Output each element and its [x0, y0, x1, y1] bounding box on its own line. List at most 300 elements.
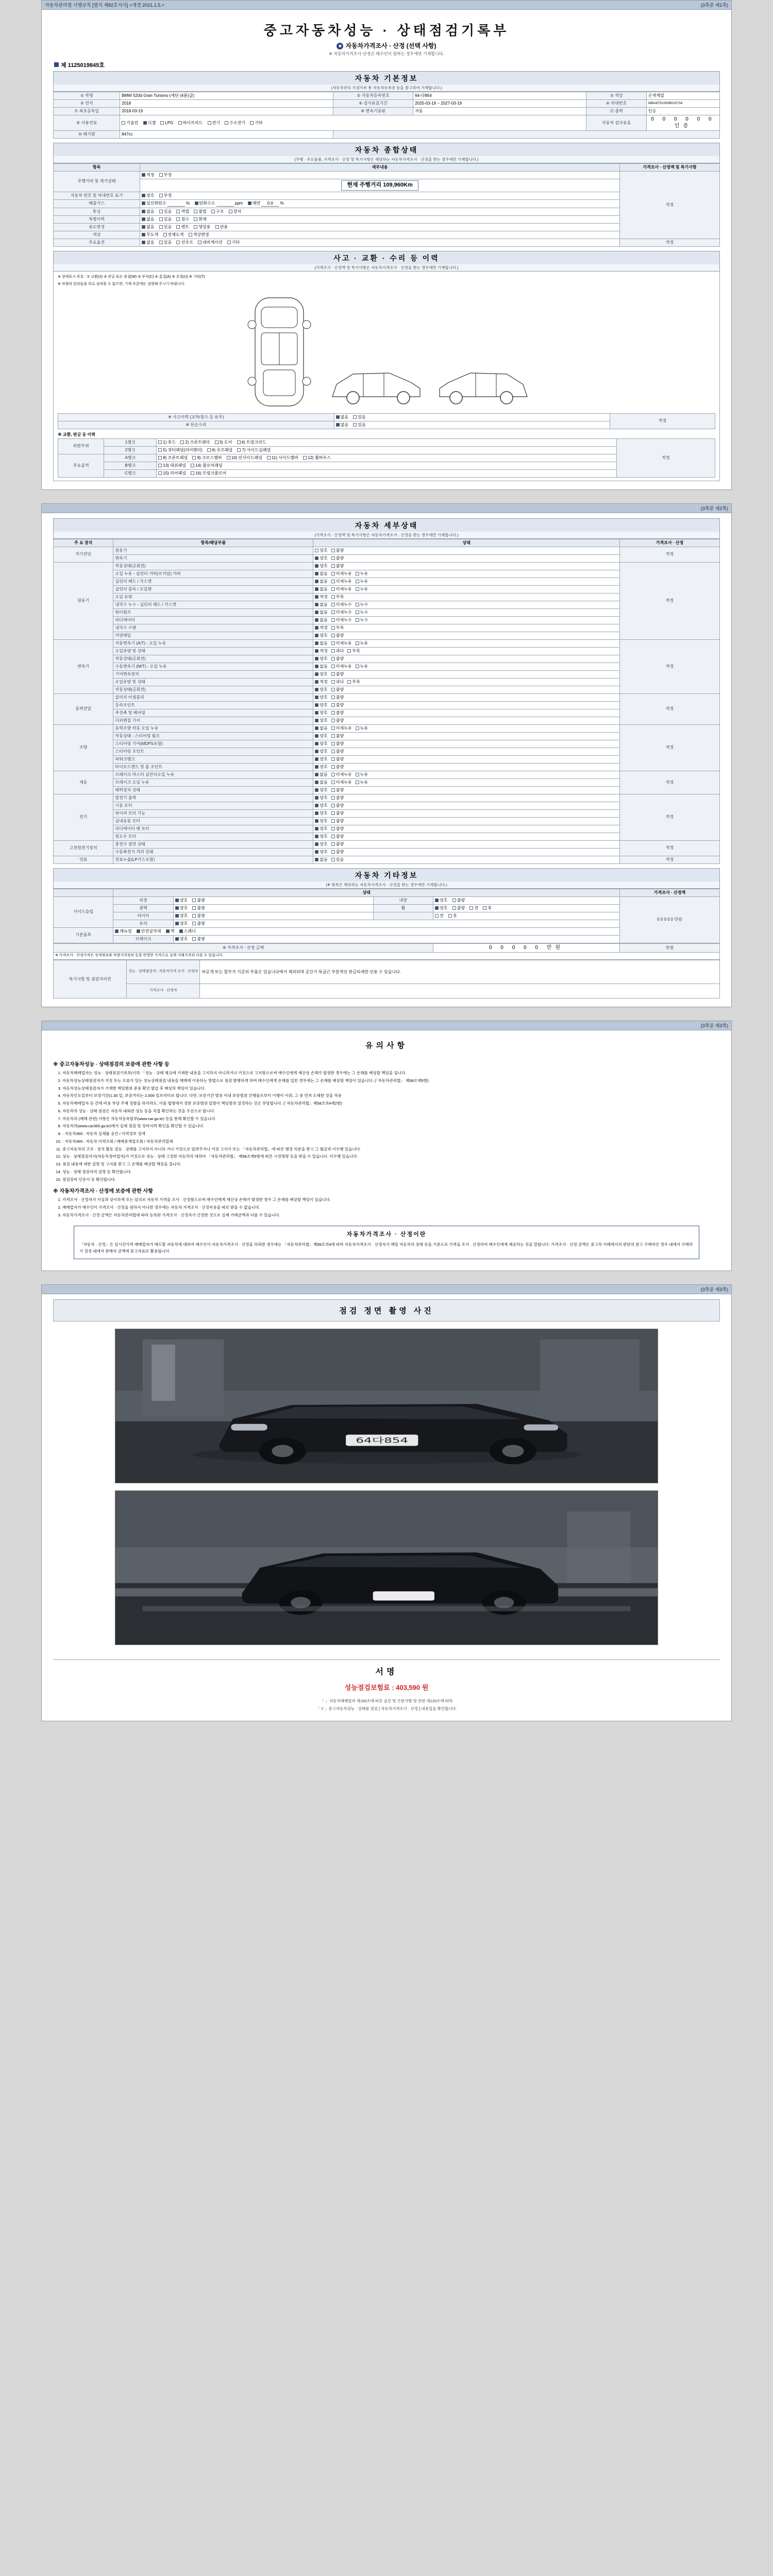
status-option-누수[interactable]: 누수 — [356, 618, 368, 623]
detail-group-note-4: 적정 — [620, 724, 720, 771]
checkbox-icon[interactable] — [315, 556, 318, 560]
status-option-양호[interactable]: 양호 — [315, 834, 327, 839]
checkbox-icon[interactable] — [315, 726, 318, 730]
status-option-양호[interactable]: 양호 — [315, 749, 327, 754]
checkbox-icon[interactable] — [356, 781, 359, 784]
part-door[interactable]: 3) 도어 — [215, 440, 232, 445]
status-option-양호[interactable]: 양호 — [315, 695, 327, 700]
accident-history-yes[interactable]: 있음 — [353, 415, 365, 420]
fuel-option-electric[interactable]: 전기 — [208, 121, 220, 126]
glass-bad[interactable]: 불량 — [192, 921, 205, 926]
checkbox-icon[interactable] — [331, 726, 335, 730]
part-dash-panel[interactable]: 13) 대쉬패널 — [158, 463, 186, 468]
status-option-양호[interactable]: 양호 — [315, 556, 327, 561]
checkbox-icon[interactable] — [315, 719, 318, 722]
wheel-good[interactable]: 양호 — [435, 906, 447, 911]
part-hood[interactable]: 1) 후드 — [158, 440, 176, 445]
field-value-inspection: 2025-03-19 ~ 2027-03-19 — [413, 100, 586, 108]
checkbox-icon[interactable] — [331, 580, 335, 583]
checkbox-icon[interactable] — [315, 781, 318, 784]
fuel-option-diesel[interactable]: 디젤 — [143, 121, 156, 126]
status-option-양호[interactable]: 양호 — [315, 741, 327, 747]
checkbox-icon[interactable] — [331, 734, 335, 738]
checkbox-icon[interactable] — [315, 688, 318, 691]
checkbox-icon[interactable] — [331, 572, 335, 575]
checkbox-icon[interactable] — [331, 595, 335, 599]
status-option-불량[interactable]: 불량 — [331, 811, 344, 816]
vinplate-option-good[interactable]: 양호 — [142, 193, 154, 198]
notice-item: 2. 자동차성능상태점검자가 거짓 또는 오류가 있는 성능상태점검 내용을 매매에 이용하는 방법으로 점검 발행하게 하여 매수인에게 손해를 입힌 경우에는 그 손해를 배상할 책임이 있습니다. (「자동차관리법」 제58조제5항) — [62, 1078, 720, 1084]
status-option-양호[interactable]: 양호 — [315, 656, 327, 662]
checkbox-icon[interactable] — [315, 858, 318, 861]
checkbox-icon[interactable] — [331, 641, 335, 645]
notice-list-1 — [53, 1070, 720, 1182]
status-option-적정[interactable]: 적정 — [315, 595, 327, 600]
status-option-불량[interactable]: 불량 — [331, 564, 344, 569]
status-option-누수[interactable]: 누수 — [356, 610, 368, 615]
detail-item-status — [313, 686, 620, 693]
field-value-carname: BMW 520d Gran Turismo (세단 (4륜)급) — [120, 92, 333, 100]
checkbox-icon[interactable] — [331, 842, 335, 846]
detail-item-status — [313, 732, 620, 740]
tuning-option-legal[interactable]: 적법 — [176, 209, 189, 214]
page-4-header — [42, 1285, 731, 1294]
checkbox-icon[interactable] — [315, 626, 318, 630]
checkbox-icon[interactable] — [356, 618, 359, 622]
tuning-option-yes[interactable]: 있음 — [159, 209, 172, 214]
checkbox-icon[interactable] — [331, 603, 335, 606]
usage-option-yes[interactable]: 있음 — [159, 225, 172, 230]
status-option-부족[interactable]: 부족 — [331, 625, 344, 631]
checkbox-icon[interactable] — [331, 564, 335, 568]
exterior-good[interactable]: 양호 — [175, 898, 188, 903]
status-option-없음[interactable]: 없음 — [315, 587, 327, 592]
mainopt-yes[interactable]: 있음 — [159, 240, 172, 245]
checkbox-icon[interactable] — [331, 618, 335, 622]
part-floor-panel[interactable]: 14) 플로어패널 — [191, 463, 222, 468]
basic-manual[interactable]: 매뉴얼 — [115, 929, 131, 934]
checkbox-icon[interactable] — [315, 842, 318, 846]
interior-good[interactable]: 양호 — [435, 898, 447, 903]
checkbox-icon[interactable] — [331, 796, 335, 800]
checkbox-icon[interactable] — [315, 765, 318, 769]
status-option-미세누유[interactable]: 미세누유 — [331, 726, 352, 731]
checkbox-icon[interactable] — [315, 796, 318, 800]
mainopt-navi[interactable]: 내비게이션 — [198, 240, 223, 245]
status-option-누유[interactable]: 누유 — [356, 726, 368, 731]
checkbox-icon[interactable] — [356, 580, 359, 583]
checkbox-icon[interactable] — [331, 757, 335, 761]
fuel-option-hybrid[interactable]: 하이브리드 — [178, 121, 203, 126]
special-option-fire[interactable]: 화재 — [194, 217, 206, 222]
status-option-누유[interactable]: 누유 — [356, 587, 368, 592]
status-option-미세누수[interactable]: 미세누수 — [331, 618, 352, 623]
checkbox-icon[interactable] — [315, 711, 318, 715]
status-option-없음[interactable]: 없음 — [315, 780, 327, 785]
part-cross-member[interactable]: 9) 크로스멤버 — [192, 455, 222, 461]
checkbox-icon[interactable] — [331, 703, 335, 707]
parts-price-note: 적정 — [616, 438, 715, 477]
checkbox-icon[interactable] — [315, 634, 318, 637]
status-option-불량[interactable]: 불량 — [331, 741, 344, 747]
part-inside-panel[interactable]: 10) 인사이드패널 — [227, 455, 262, 461]
detail-item-status — [313, 840, 620, 848]
checkbox-icon[interactable] — [331, 665, 335, 668]
tire-front[interactable]: 전 — [435, 913, 444, 919]
status-option-없음[interactable]: 없음 — [315, 772, 327, 777]
status-option-미세누수[interactable]: 미세누수 — [331, 602, 352, 607]
page-1-header — [42, 1, 731, 10]
status-option-부족[interactable]: 부족 — [347, 649, 360, 654]
status-option-누유[interactable]: 누유 — [356, 664, 368, 669]
polish-bad[interactable]: 불량 — [192, 906, 205, 911]
wheel-bad[interactable]: 불량 — [452, 906, 465, 911]
special-option-flood[interactable]: 침수 — [176, 217, 189, 222]
status-option-없음[interactable]: 없음 — [315, 726, 327, 731]
status-option-없음[interactable]: 없음 — [315, 857, 327, 862]
status-option-미세누유[interactable]: 미세누유 — [331, 571, 352, 577]
status-option-없음[interactable]: 없음 — [315, 610, 327, 615]
status-option-미세누유[interactable]: 미세누유 — [331, 772, 352, 777]
checkbox-icon[interactable] — [331, 819, 335, 823]
status-option-양호[interactable]: 양호 — [315, 672, 327, 677]
part-rear-panel[interactable]: 15) 리어패널 — [158, 471, 186, 476]
checkbox-icon[interactable] — [315, 549, 318, 552]
checkbox-icon[interactable] — [315, 603, 318, 606]
detail-item-label: 워터펌프 — [113, 608, 313, 616]
wheel-rear[interactable]: 후 — [483, 906, 492, 911]
mainopt-etc[interactable]: 기타 — [227, 240, 240, 245]
paint-option-change[interactable]: 색상변경 — [189, 232, 209, 238]
tuning-option-none[interactable]: 없음 — [142, 209, 154, 214]
checkbox-icon[interactable] — [331, 611, 335, 614]
status-option-과다[interactable]: 과다 — [331, 649, 344, 654]
checkbox-icon[interactable] — [315, 811, 318, 815]
accident-history-none[interactable]: 없음 — [336, 415, 348, 420]
fuel-option-hydrogen[interactable]: 수소전기 — [225, 121, 245, 126]
tire-good[interactable]: 양호 — [175, 913, 188, 919]
status-option-적정[interactable]: 적정 — [315, 649, 327, 654]
checkbox-icon[interactable] — [331, 672, 335, 676]
checkbox-icon[interactable] — [315, 611, 318, 614]
glass-good[interactable]: 양호 — [175, 921, 188, 926]
etc-col-status: 상태 — [113, 889, 620, 896]
checkbox-icon[interactable] — [315, 788, 318, 792]
checkbox-icon[interactable] — [315, 595, 318, 599]
detail-item-status — [313, 748, 620, 755]
status-option-불량[interactable]: 불량 — [331, 548, 344, 553]
checkbox-icon[interactable] — [331, 858, 335, 861]
checkbox-icon[interactable] — [331, 750, 335, 753]
status-option-양호[interactable]: 양호 — [315, 788, 327, 793]
status-option-양호[interactable]: 양호 — [315, 734, 327, 739]
status-option-누유[interactable]: 누유 — [356, 772, 368, 777]
status-option-미세누유[interactable]: 미세누유 — [331, 780, 352, 785]
checkbox-icon[interactable] — [331, 804, 335, 807]
status-option-없음[interactable]: 없음 — [315, 641, 327, 646]
status-option-없음[interactable]: 없음 — [315, 571, 327, 577]
fuel-option-gasoline[interactable]: 가솔린 — [122, 121, 138, 126]
detail-group-7: 고전원전기장치 — [54, 840, 113, 856]
status-option-누유[interactable]: 누유 — [356, 571, 368, 577]
checkbox-icon[interactable] — [315, 804, 318, 807]
checkbox-icon[interactable] — [331, 549, 335, 552]
parts-rank-b: B랭크 — [104, 462, 157, 469]
checkbox-icon[interactable] — [331, 781, 335, 784]
overall-state-table — [53, 163, 720, 247]
status-option-양호[interactable]: 양호 — [315, 765, 327, 770]
checkbox-icon[interactable] — [356, 611, 359, 614]
checkbox-icon[interactable] — [315, 734, 318, 738]
status-option-누유[interactable]: 누유 — [356, 641, 368, 646]
notice-item: 9. · 자동차365 : 자동차 실제품 공간 / 이력정보 검색 — [62, 1131, 720, 1137]
checkbox-icon[interactable] — [315, 696, 318, 699]
checkbox-icon[interactable] — [331, 788, 335, 792]
checkbox-icon[interactable] — [356, 572, 359, 575]
status-option-양호[interactable]: 양호 — [315, 718, 327, 723]
status-option-불량[interactable]: 불량 — [331, 795, 344, 801]
basic-triangle[interactable]: 안전삼각대 — [137, 929, 161, 934]
simple-repair-yes[interactable]: 있음 — [353, 422, 365, 428]
status-option-양호[interactable]: 양호 — [315, 811, 327, 816]
checkbox-icon[interactable] — [331, 742, 335, 745]
status-option-불량[interactable]: 불량 — [331, 633, 344, 638]
status-option-과다[interactable]: 과다 — [331, 680, 344, 685]
tire-rear[interactable]: 후 — [448, 913, 457, 919]
status-option-불량[interactable]: 불량 — [331, 687, 344, 692]
checkbox-icon[interactable] — [315, 580, 318, 583]
status-option-누유[interactable]: 누유 — [356, 579, 368, 584]
checkbox-icon[interactable] — [331, 765, 335, 769]
checkbox-icon[interactable] — [331, 634, 335, 637]
status-option-불량[interactable]: 불량 — [331, 749, 344, 754]
status-option-미세누유[interactable]: 미세누유 — [331, 579, 352, 584]
checkbox-icon[interactable] — [331, 649, 335, 653]
part-front-fender[interactable]: 2) 프론트팬더 — [180, 440, 210, 445]
status-option-양호[interactable]: 양호 — [315, 850, 327, 855]
mainopt-sunroof[interactable]: 선루프 — [176, 240, 193, 245]
checkbox-icon[interactable] — [331, 696, 335, 699]
detail-item-status — [313, 547, 620, 554]
fuel-option-lpg[interactable]: LPG — [160, 121, 173, 126]
status-option-양호[interactable]: 양호 — [315, 564, 327, 569]
checkbox-icon[interactable] — [331, 680, 335, 684]
checkbox-icon[interactable] — [315, 850, 318, 854]
status-option-누유[interactable]: 누유 — [356, 780, 368, 785]
vinplate-option-bad[interactable]: 부정 — [159, 193, 172, 198]
emission-co[interactable]: 일산화탄소 % — [142, 201, 190, 207]
status-option-양호[interactable]: 양호 — [315, 826, 327, 832]
tuning-option-structure[interactable]: 구조 — [211, 209, 224, 214]
status-option-적정[interactable]: 적정 — [315, 680, 327, 685]
status-option-양호[interactable]: 양호 — [315, 548, 327, 553]
checkbox-icon[interactable] — [331, 811, 335, 815]
status-option-양호[interactable]: 양호 — [315, 757, 327, 762]
status-option-양호[interactable]: 양호 — [315, 803, 327, 808]
part-quarter-panel[interactable]: 5) 쿼터패널(리어팬더) — [158, 448, 203, 453]
basic-spanner[interactable]: 스패너 — [179, 929, 196, 934]
status-option-부족[interactable]: 부족 — [347, 680, 360, 685]
basic-jack[interactable]: 잭 — [166, 929, 175, 934]
mileage-option-improper[interactable]: 부정 — [159, 173, 172, 178]
checkbox-icon[interactable] — [315, 819, 318, 823]
status-option-미세누유[interactable]: 미세누유 — [331, 664, 352, 669]
checkbox-icon[interactable] — [315, 657, 318, 660]
row-value-mileage — [140, 172, 620, 179]
status-option-불량[interactable]: 불량 — [331, 718, 344, 723]
checkbox-icon[interactable] — [331, 587, 335, 591]
status-option-불량[interactable]: 불량 — [331, 826, 344, 832]
usage-option-rent[interactable]: 렌트 — [176, 225, 189, 230]
brake-bad[interactable]: 불량 — [192, 937, 205, 942]
status-option-불량[interactable]: 불량 — [331, 842, 344, 847]
checkbox-icon[interactable] — [356, 641, 359, 645]
status-option-없음[interactable]: 없음 — [315, 618, 327, 623]
status-option-양호[interactable]: 양호 — [315, 687, 327, 692]
status-option-없음[interactable]: 없음 — [315, 579, 327, 584]
part-roof-panel[interactable]: 6) 루프패널 — [207, 448, 232, 453]
part-side-sill[interactable]: 7) 사이드실패널 — [237, 448, 271, 453]
status-option-있음[interactable]: 있음 — [331, 857, 344, 862]
checkbox-icon[interactable] — [315, 757, 318, 761]
part-side-member[interactable]: 11) 사이드멤버 — [267, 455, 298, 461]
checkbox-icon[interactable] — [315, 587, 318, 591]
checkbox-icon[interactable] — [331, 688, 335, 691]
status-option-없음[interactable]: 없음 — [315, 602, 327, 607]
checkbox-icon[interactable] — [347, 649, 351, 653]
checkbox-icon[interactable] — [331, 719, 335, 722]
polish-good[interactable]: 양호 — [175, 906, 188, 911]
part-front-panel[interactable]: 8) 프론트패널 — [158, 455, 188, 461]
checkbox-icon[interactable] — [315, 665, 318, 668]
table-row — [54, 943, 720, 953]
wheel-front[interactable]: 전 — [469, 906, 478, 911]
checkbox-icon[interactable] — [347, 680, 351, 684]
usage-option-business[interactable]: 영업용 — [194, 225, 210, 230]
tuning-option-device[interactable]: 장치 — [229, 209, 241, 214]
paint-option-full[interactable]: 전체도색 — [163, 232, 184, 238]
status-option-양호[interactable]: 양호 — [315, 703, 327, 708]
status-option-부족[interactable]: 부족 — [331, 595, 344, 600]
checkbox-icon[interactable] — [331, 556, 335, 560]
fuel-option-other[interactable]: 기타 — [250, 121, 262, 126]
status-option-불량[interactable]: 불량 — [331, 556, 344, 561]
checkbox-icon[interactable] — [331, 850, 335, 854]
status-option-적정[interactable]: 적정 — [315, 625, 327, 631]
status-option-불량[interactable]: 불량 — [331, 734, 344, 739]
status-option-양호[interactable]: 양호 — [315, 795, 327, 801]
status-option-양호[interactable]: 양호 — [315, 633, 327, 638]
status-option-불량[interactable]: 불량 — [331, 757, 344, 762]
checkbox-icon[interactable] — [315, 750, 318, 753]
usage-option-none[interactable]: 없음 — [142, 225, 154, 230]
check-circle-icon: ■ — [337, 43, 343, 49]
status-option-불량[interactable]: 불량 — [331, 850, 344, 855]
checkbox-icon[interactable] — [331, 827, 335, 831]
checkbox-icon[interactable] — [315, 742, 318, 745]
emission-hc[interactable]: 탄화수소 ppm — [195, 201, 243, 207]
status-option-누수[interactable]: 누수 — [356, 602, 368, 607]
status-option-미세누유[interactable]: 미세누유 — [331, 641, 352, 646]
mainopt-none[interactable]: 없음 — [142, 240, 154, 245]
checkbox-icon[interactable] — [356, 603, 359, 606]
status-option-불량[interactable]: 불량 — [331, 834, 344, 839]
special-option-yes[interactable]: 있음 — [159, 217, 172, 222]
checkbox-icon[interactable] — [315, 703, 318, 707]
checkbox-icon[interactable] — [315, 618, 318, 622]
tuning-option-illegal[interactable]: 불법 — [194, 209, 206, 214]
detail-group-note-0: 적정 — [620, 547, 720, 562]
mileage-option-proper[interactable]: 적정 — [142, 173, 154, 178]
checkbox-icon[interactable] — [315, 680, 318, 684]
usage-option-gov[interactable]: 관용 — [215, 225, 228, 230]
checkbox-icon[interactable] — [331, 835, 335, 838]
checkbox-icon[interactable] — [315, 641, 318, 645]
checkbox-icon[interactable] — [331, 711, 335, 715]
checkbox-icon[interactable] — [315, 572, 318, 575]
part-trunk-lid[interactable]: 4) 트렁크리드 — [237, 440, 266, 445]
simple-repair-none[interactable]: 없음 — [336, 422, 348, 428]
status-option-양호[interactable]: 양호 — [315, 819, 327, 824]
detail-item-label: 원동기 — [113, 547, 313, 554]
checkbox-icon[interactable] — [315, 564, 318, 568]
status-option-없음[interactable]: 없음 — [315, 664, 327, 669]
checkbox-icon[interactable] — [356, 726, 359, 730]
special-option-none[interactable]: 없음 — [142, 217, 154, 222]
checkbox-icon[interactable] — [331, 626, 335, 630]
status-option-미세누수[interactable]: 미세누수 — [331, 610, 352, 615]
brake-good[interactable]: 양호 — [175, 937, 188, 942]
status-option-불량[interactable]: 불량 — [331, 819, 344, 824]
status-option-미세누유[interactable]: 미세누유 — [331, 587, 352, 592]
col-header-item: 항목 — [54, 164, 140, 172]
checkbox-icon[interactable] — [315, 835, 318, 838]
status-option-불량[interactable]: 불량 — [331, 788, 344, 793]
status-option-불량[interactable]: 불량 — [331, 695, 344, 700]
detail-item-status — [313, 663, 620, 670]
status-option-불량[interactable]: 불량 — [331, 803, 344, 808]
status-option-양호[interactable]: 양호 — [315, 710, 327, 716]
detail-item-label: 작동상태(공회전) — [113, 686, 313, 693]
interior-bad[interactable]: 불량 — [452, 898, 465, 903]
detail-item-status — [313, 578, 620, 585]
status-option-불량[interactable]: 불량 — [331, 703, 344, 708]
parts-rank-2: 2랭크 — [104, 446, 157, 454]
checkbox-icon[interactable] — [315, 773, 318, 776]
checkbox-icon[interactable] — [356, 665, 359, 668]
status-option-불량[interactable]: 불량 — [331, 672, 344, 677]
checkbox-icon[interactable] — [331, 773, 335, 776]
section-etc-sub: (※ 항목은 해당하는 자동차가격조사 · 산정을 받는 경우에만 기재합니다.) — [53, 882, 720, 889]
paint-option-none[interactable]: 무도색 — [142, 232, 158, 238]
checkbox-icon[interactable] — [356, 773, 359, 776]
checkbox-icon[interactable] — [356, 587, 359, 591]
status-option-양호[interactable]: 양호 — [315, 842, 327, 847]
status-option-불량[interactable]: 불량 — [331, 656, 344, 662]
emission-smoke[interactable]: 매연 0.0 % — [248, 201, 284, 207]
checkbox-icon[interactable] — [315, 672, 318, 676]
checkbox-icon[interactable] — [331, 657, 335, 660]
tire-bad[interactable]: 불량 — [192, 913, 205, 919]
page-title: 중고자동차성능 · 상태점검기록부 — [263, 23, 510, 38]
part-wheel-house[interactable]: 12) 휠하우스 — [303, 455, 331, 461]
checkbox-icon[interactable] — [315, 827, 318, 831]
status-option-불량[interactable]: 불량 — [331, 710, 344, 716]
status-option-불량[interactable]: 불량 — [331, 765, 344, 770]
checkbox-icon[interactable] — [315, 649, 318, 653]
part-trunk-floor[interactable]: 16) 트렁크플로어 — [191, 471, 226, 476]
exterior-bad[interactable]: 불량 — [192, 898, 205, 903]
